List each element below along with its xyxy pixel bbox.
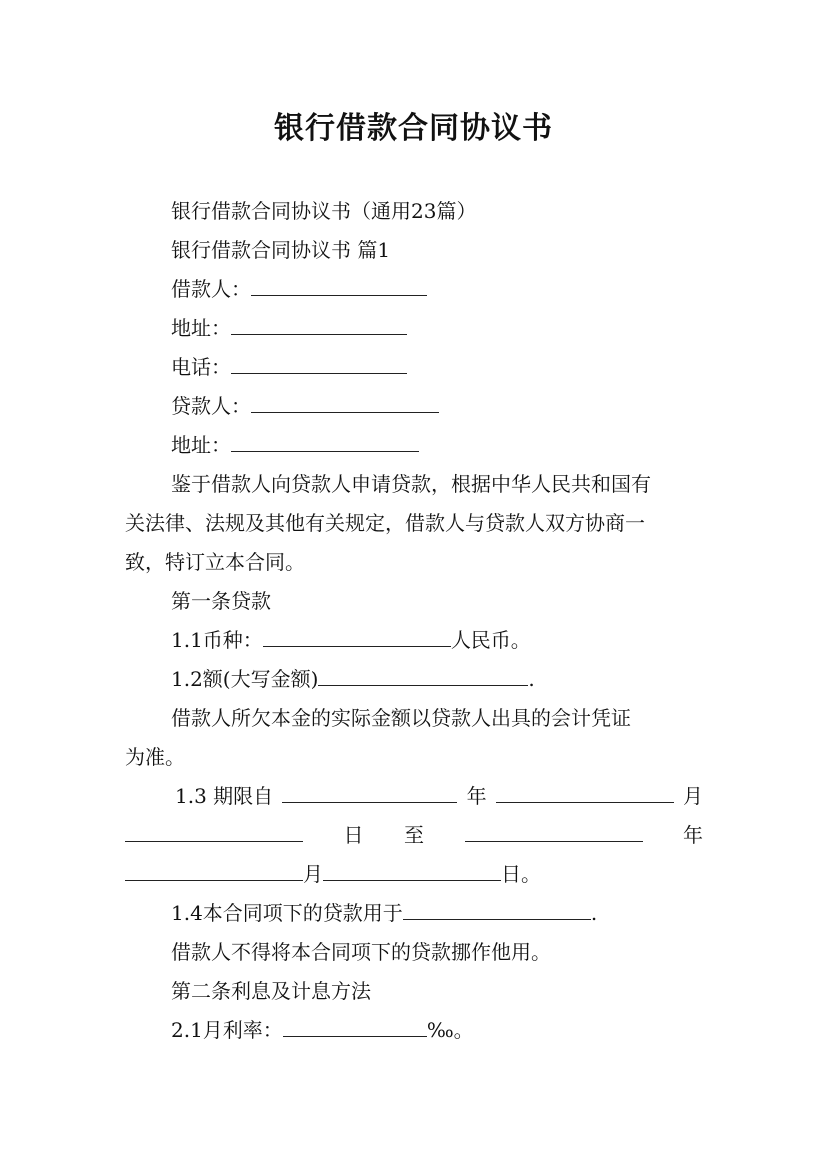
purpose-blank (403, 903, 591, 920)
article-1-heading: 第一条贷款 (171, 589, 271, 613)
phone-label: 电话： (171, 355, 231, 379)
address2-label: 地址： (171, 433, 231, 457)
clause-1-3-line-1 (175, 784, 703, 808)
clause-1-3-line-2 (125, 823, 703, 847)
start-day-label: 日 (343, 823, 364, 847)
address1-label: 地址： (171, 316, 231, 340)
intro-line-1: 鉴于借款人向贷款人申请贷款，根据中华人民共和国有 (171, 472, 651, 496)
start-day-blank (125, 825, 303, 842)
start-year-label: 年 (466, 784, 487, 808)
borrower-line (171, 277, 703, 301)
borrower-label: 借款人： (171, 277, 251, 301)
clause-1-3-line-3 (125, 862, 703, 886)
phone-blank (231, 357, 407, 374)
amount-blank (318, 669, 528, 686)
lender-label: 贷款人： (171, 394, 251, 418)
address1-blank (231, 318, 407, 335)
clause-1-4 (171, 901, 703, 925)
clause-2-1-suffix: ‰。 (426, 1018, 474, 1042)
clause-1-4-suffix: . (590, 901, 598, 925)
intro-line-3: 致，特订立本合同。 (125, 550, 305, 574)
article-2-heading: 第二条利息及计息方法 (171, 979, 371, 1003)
borrower-blank (251, 279, 427, 296)
clause-1-2 (171, 667, 703, 691)
address1-line (171, 316, 703, 340)
clause-1-2-suffix: . (528, 667, 535, 691)
end-day-blank (323, 864, 501, 881)
clause-1-2-note-2: 为准。 (125, 745, 185, 769)
clause-1-4-note: 借款人不得将本合同项下的贷款挪作他用。 (171, 940, 551, 964)
end-day-label: 日。 (501, 862, 541, 886)
end-month-label: 月 (303, 862, 323, 886)
monthly-rate-blank (283, 1020, 427, 1037)
lender-blank (251, 396, 439, 413)
start-month-label: 月 (682, 784, 703, 808)
lender-line (171, 394, 703, 418)
to-label: 至 (404, 823, 424, 847)
end-month-blank (125, 864, 303, 881)
clause-1-4-label: 1.4本合同项下的贷款用于 (171, 901, 403, 925)
currency-blank (263, 630, 451, 647)
document-title: 银行借款合同协议书 (274, 111, 553, 146)
clause-1-1-label: 1.1币种： (171, 628, 263, 652)
clause-2-1 (171, 1018, 703, 1042)
address2-blank (231, 435, 419, 452)
start-month-blank (496, 786, 674, 803)
clause-1-3-label: 1.3 期限自 (175, 784, 274, 808)
intro-line-2: 关法律、法规及其他有关规定，借款人与贷款人双方协商一 (125, 511, 645, 535)
clause-1-2-label: 1.2额(大写金额) (171, 667, 319, 691)
phone-line (171, 355, 703, 379)
clause-2-1-label: 2.1月利率： (171, 1018, 283, 1042)
end-year-label: 年 (683, 823, 703, 847)
subtitle-line: 银行借款合同协议书（通用23篇） (171, 199, 477, 223)
clause-1-2-note-1: 借款人所欠本金的实际金额以贷款人出具的会计凭证 (171, 706, 631, 730)
end-year-blank (465, 825, 643, 842)
clause-1-1 (171, 628, 703, 652)
address2-line (171, 433, 703, 457)
clause-1-1-suffix: 人民币。 (450, 628, 531, 652)
start-year-blank (282, 786, 457, 803)
part-heading: 银行借款合同协议书 篇1 (171, 238, 391, 262)
